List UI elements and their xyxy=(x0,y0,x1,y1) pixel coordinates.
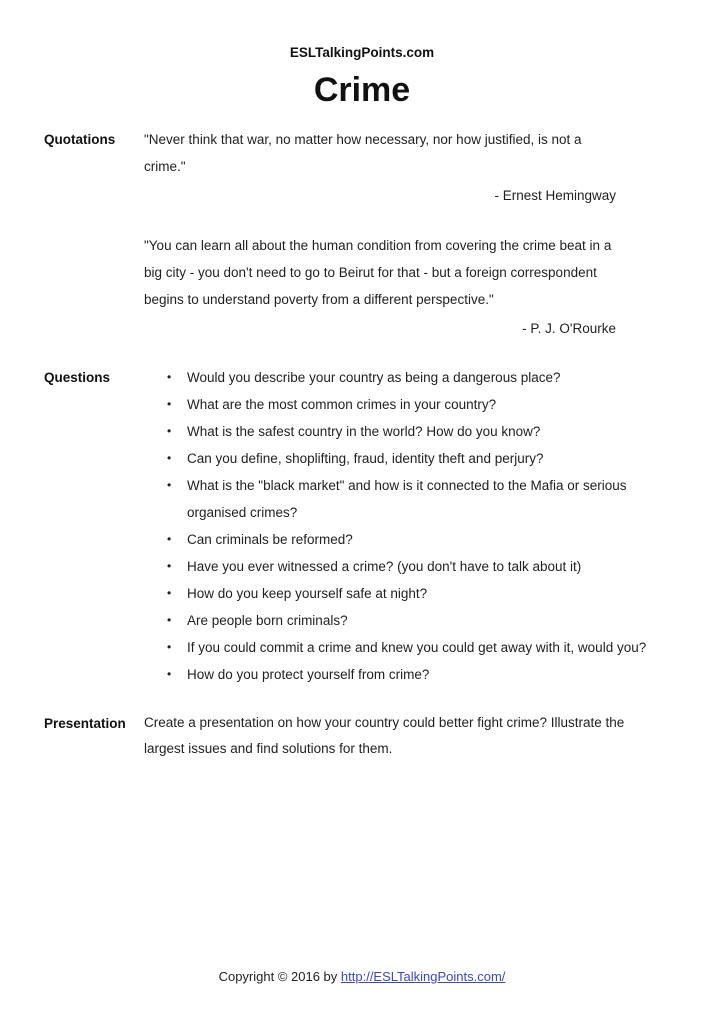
question-item xyxy=(144,472,680,526)
question-item xyxy=(144,553,680,580)
bullet-icon: • xyxy=(167,424,172,438)
questions-list xyxy=(144,364,680,688)
question-text: What are the most common crimes in your country? xyxy=(187,397,497,412)
footer xyxy=(0,969,724,984)
presentation-section xyxy=(44,710,680,762)
site-name: ESLTalkingPoints.com xyxy=(289,45,435,60)
question-text: Can criminals be reformed? xyxy=(187,532,353,547)
question-text: What is the safest country in the world? How do you know? xyxy=(187,424,541,439)
quote-attribution: - Ernest Hemingway xyxy=(494,188,616,203)
quote-attribution: - P. J. O'Rourke xyxy=(522,321,616,336)
question-item xyxy=(144,445,680,472)
question-item xyxy=(144,661,680,688)
question-text: How do you keep yourself safe at night? xyxy=(187,586,428,601)
question-item xyxy=(144,418,680,445)
presentation-content xyxy=(144,710,680,762)
question-item xyxy=(144,364,680,391)
bullet-icon: • xyxy=(167,478,172,492)
bullet-icon: • xyxy=(167,640,172,654)
bullet-icon: • xyxy=(167,586,172,600)
quote xyxy=(144,232,680,342)
copyright-text: Copyright © 2016 by xyxy=(218,969,341,984)
question-item xyxy=(144,391,680,418)
bullet-icon: • xyxy=(167,559,172,573)
quotations-content xyxy=(144,126,680,342)
quote xyxy=(144,126,680,209)
questions-section xyxy=(44,364,680,688)
question-text: What is the "black market" and how is it connected to the Mafia or serious organised crimes? xyxy=(187,478,627,520)
question-text: Can you define, shoplifting, fraud, identity theft and perjury? xyxy=(187,451,544,466)
quotations-section xyxy=(44,126,680,342)
question-text: Are people born criminals? xyxy=(187,613,348,628)
question-item xyxy=(144,580,680,607)
questions-label: Questions xyxy=(44,370,111,385)
question-item xyxy=(144,607,680,634)
bullet-icon: • xyxy=(167,397,172,411)
quotations-label: Quotations xyxy=(44,132,116,147)
question-text: How do you protect yourself from crime? xyxy=(187,667,430,682)
question-text: Have you ever witnessed a crime? (you don't have to talk about it) xyxy=(187,559,582,574)
question-text: If you could commit a crime and knew you could get away with it, would you? xyxy=(187,640,647,655)
bullet-icon: • xyxy=(167,370,172,384)
bullet-icon: • xyxy=(167,451,172,465)
quote-text: "Never think that war, no matter how necessary, nor how justified, is not a crime." xyxy=(144,132,582,174)
presentation-text: Create a presentation on how your country could better fight crime? Illustrate the largest issues and find solutions for them. xyxy=(144,715,625,756)
bullet-icon: • xyxy=(167,613,172,627)
question-text: Would you describe your country as being a dangerous place? xyxy=(187,370,561,385)
question-item xyxy=(144,634,680,661)
footer-link[interactable]: http://ESLTalkingPoints.com/ xyxy=(340,969,506,984)
quote-text: "You can learn all about the human condition from covering the crime beat in a big city - you don't need to go to Beirut for that - but a foreign correspondent begins to understand poverty from a different perspective." xyxy=(144,238,612,307)
bullet-icon: • xyxy=(167,667,172,681)
page-title: Crime xyxy=(313,71,411,109)
presentation-label: Presentation xyxy=(44,716,126,731)
bullet-icon: • xyxy=(167,532,172,546)
question-item xyxy=(144,526,680,553)
